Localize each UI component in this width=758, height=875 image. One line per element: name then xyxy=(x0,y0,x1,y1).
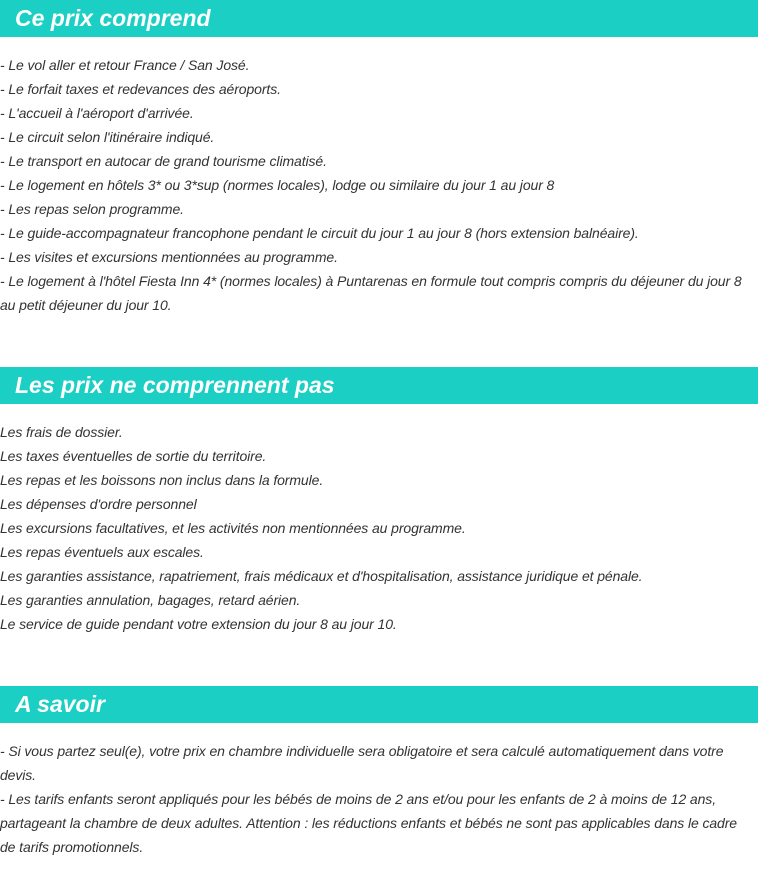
list-item: Le service de guide pendant votre extension du jour 8 au jour 10. xyxy=(0,616,397,632)
list-item: Les garanties assistance, rapatriement, frais médicaux et d'hospitalisation, assistance juridique et pénale. xyxy=(0,568,643,584)
section-title-good-to-know: A savoir xyxy=(0,686,758,723)
list-item: - Le logement à l'hôtel Fiesta Inn 4* (normes locales) à Puntarenas en formule tout compris compris du déjeuner du jour 8 au petit déjeuner du jour 10. xyxy=(0,273,742,313)
list-item: Les repas et les boissons non inclus dans la formule. xyxy=(0,472,324,488)
list-item: - Le transport en autocar de grand tourisme climatisé. xyxy=(0,153,327,169)
section-title-not-included: Les prix ne comprennent pas xyxy=(0,367,758,404)
not-included-list xyxy=(0,420,756,636)
section-title-included: Ce prix comprend xyxy=(0,0,758,37)
list-item: Les excursions facultatives, et les activités non mentionnées au programme. xyxy=(0,520,466,536)
list-item: - Le forfait taxes et redevances des aéroports. xyxy=(0,81,281,97)
list-item: Les frais de dossier. xyxy=(0,424,123,440)
list-item: - Les tarifs enfants seront appliqués pour les bébés de moins de 2 ans et/ou pour les enfants de 2 à moins de 12 ans, partageant la chambre de deux adultes. Attention : les réductions enfants et bébés ne sont pas applicables dans le cadre de tarifs promotionnels. xyxy=(0,791,737,855)
list-item: - Le circuit selon l'itinéraire indiqué. xyxy=(0,129,215,145)
list-item: Les dépenses d'ordre personnel xyxy=(0,496,197,512)
list-item: - Les visites et excursions mentionnées au programme. xyxy=(0,249,338,265)
good-to-know-list xyxy=(0,739,756,859)
list-item: Les taxes éventuelles de sortie du territoire. xyxy=(0,448,267,464)
list-item: Les garanties annulation, bagages, retard aérien. xyxy=(0,592,301,608)
list-item: - L'accueil à l'aéroport d'arrivée. xyxy=(0,105,194,121)
included-list xyxy=(0,53,756,317)
list-item: Les repas éventuels aux escales. xyxy=(0,544,204,560)
list-item: - Le logement en hôtels 3* ou 3*sup (normes locales), lodge ou similaire du jour 1 au jour 8 xyxy=(0,177,555,193)
list-item: - Les repas selon programme. xyxy=(0,201,184,217)
list-item: - Le vol aller et retour France / San José. xyxy=(0,57,250,73)
list-item: - Si vous partez seul(e), votre prix en chambre individuelle sera obligatoire et sera calculé automatiquement dans votre devis. xyxy=(0,743,724,783)
list-item: - Le guide-accompagnateur francophone pendant le circuit du jour 1 au jour 8 (hors extension balnéaire). xyxy=(0,225,639,241)
